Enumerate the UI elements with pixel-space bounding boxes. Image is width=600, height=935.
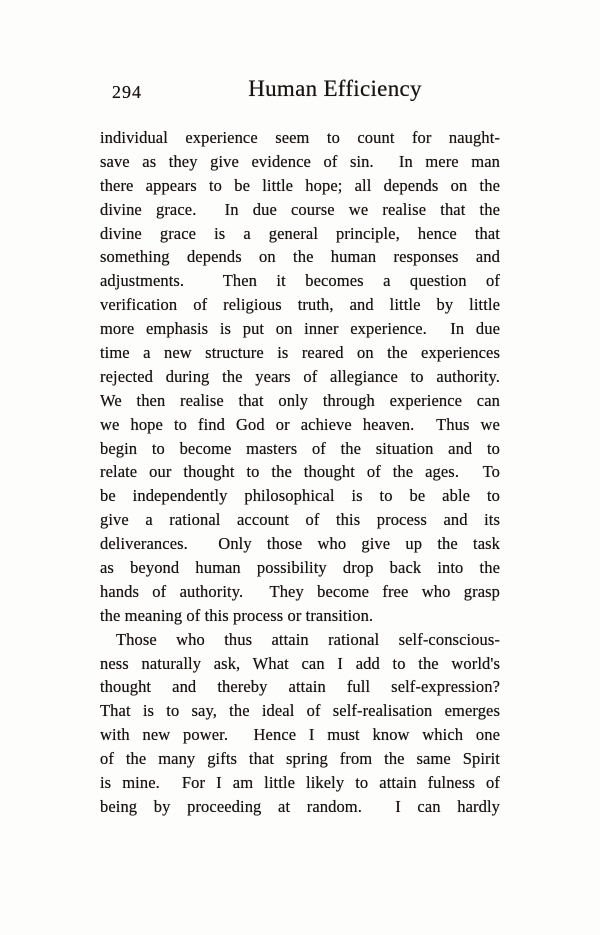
page-number: 294 <box>112 82 142 102</box>
text-line: being by proceeding at random. I can hardly <box>100 796 500 816</box>
text-line: hands of authority. They become free who grasp <box>100 581 500 601</box>
text-line: individual experience seem to count for naught- <box>100 128 500 147</box>
text-line: we hope to find God or achieve heaven. Thus we <box>100 414 500 434</box>
text-line: adjustments. Then it becomes a question of <box>100 271 500 291</box>
text-line: save as they give evidence of sin. In mere man <box>100 151 500 171</box>
text-line: relate our thought to the thought of the ages. To <box>100 462 500 482</box>
text-line: We then realise that only through experience can <box>100 390 500 410</box>
text-line: the meaning of this process or transition. <box>100 605 374 625</box>
text-line: there appears to be little hope; all depends on the <box>100 175 500 195</box>
text-line: give a rational account of this process and its <box>100 510 500 530</box>
text-line: with new power. Hence I must know which one <box>100 725 500 745</box>
text-line: rejected during the years of allegiance to authority. <box>100 366 500 386</box>
text-line: That is to say, the ideal of self-realisation emerges <box>100 701 500 721</box>
text-line: is mine. For I am little likely to attain fulness of <box>100 773 500 793</box>
text-line: divine grace is a general principle, hence that <box>100 223 500 243</box>
text-line: begin to become masters of the situation and to <box>100 438 500 458</box>
text-line: ness naturally ask, What can I add to the world's <box>100 653 500 673</box>
text-line: something depends on the human responses and <box>100 247 500 267</box>
text-line: divine grace. In due course we realise that the <box>100 199 500 219</box>
running-header <box>100 76 500 106</box>
text-line: more emphasis is put on inner experience. In due <box>100 319 500 339</box>
text-line: verification of religious truth, and little by little <box>100 295 500 315</box>
text-line: as beyond human possibility drop back into the <box>100 558 500 578</box>
text-line: thought and thereby attain full self-expression? <box>100 677 500 697</box>
text-line: deliverances. Only those who give up the task <box>100 534 500 554</box>
text-line: be independently philosophical is to be able to <box>100 486 500 506</box>
page-title: Human Efficiency <box>248 76 422 101</box>
text-line: Those who thus attain rational self-conscious- <box>116 629 500 649</box>
text-line: of the many gifts that spring from the same Spirit <box>100 749 500 769</box>
text-line: time a new structure is reared on the experiences <box>100 343 500 363</box>
text-block <box>100 126 500 819</box>
